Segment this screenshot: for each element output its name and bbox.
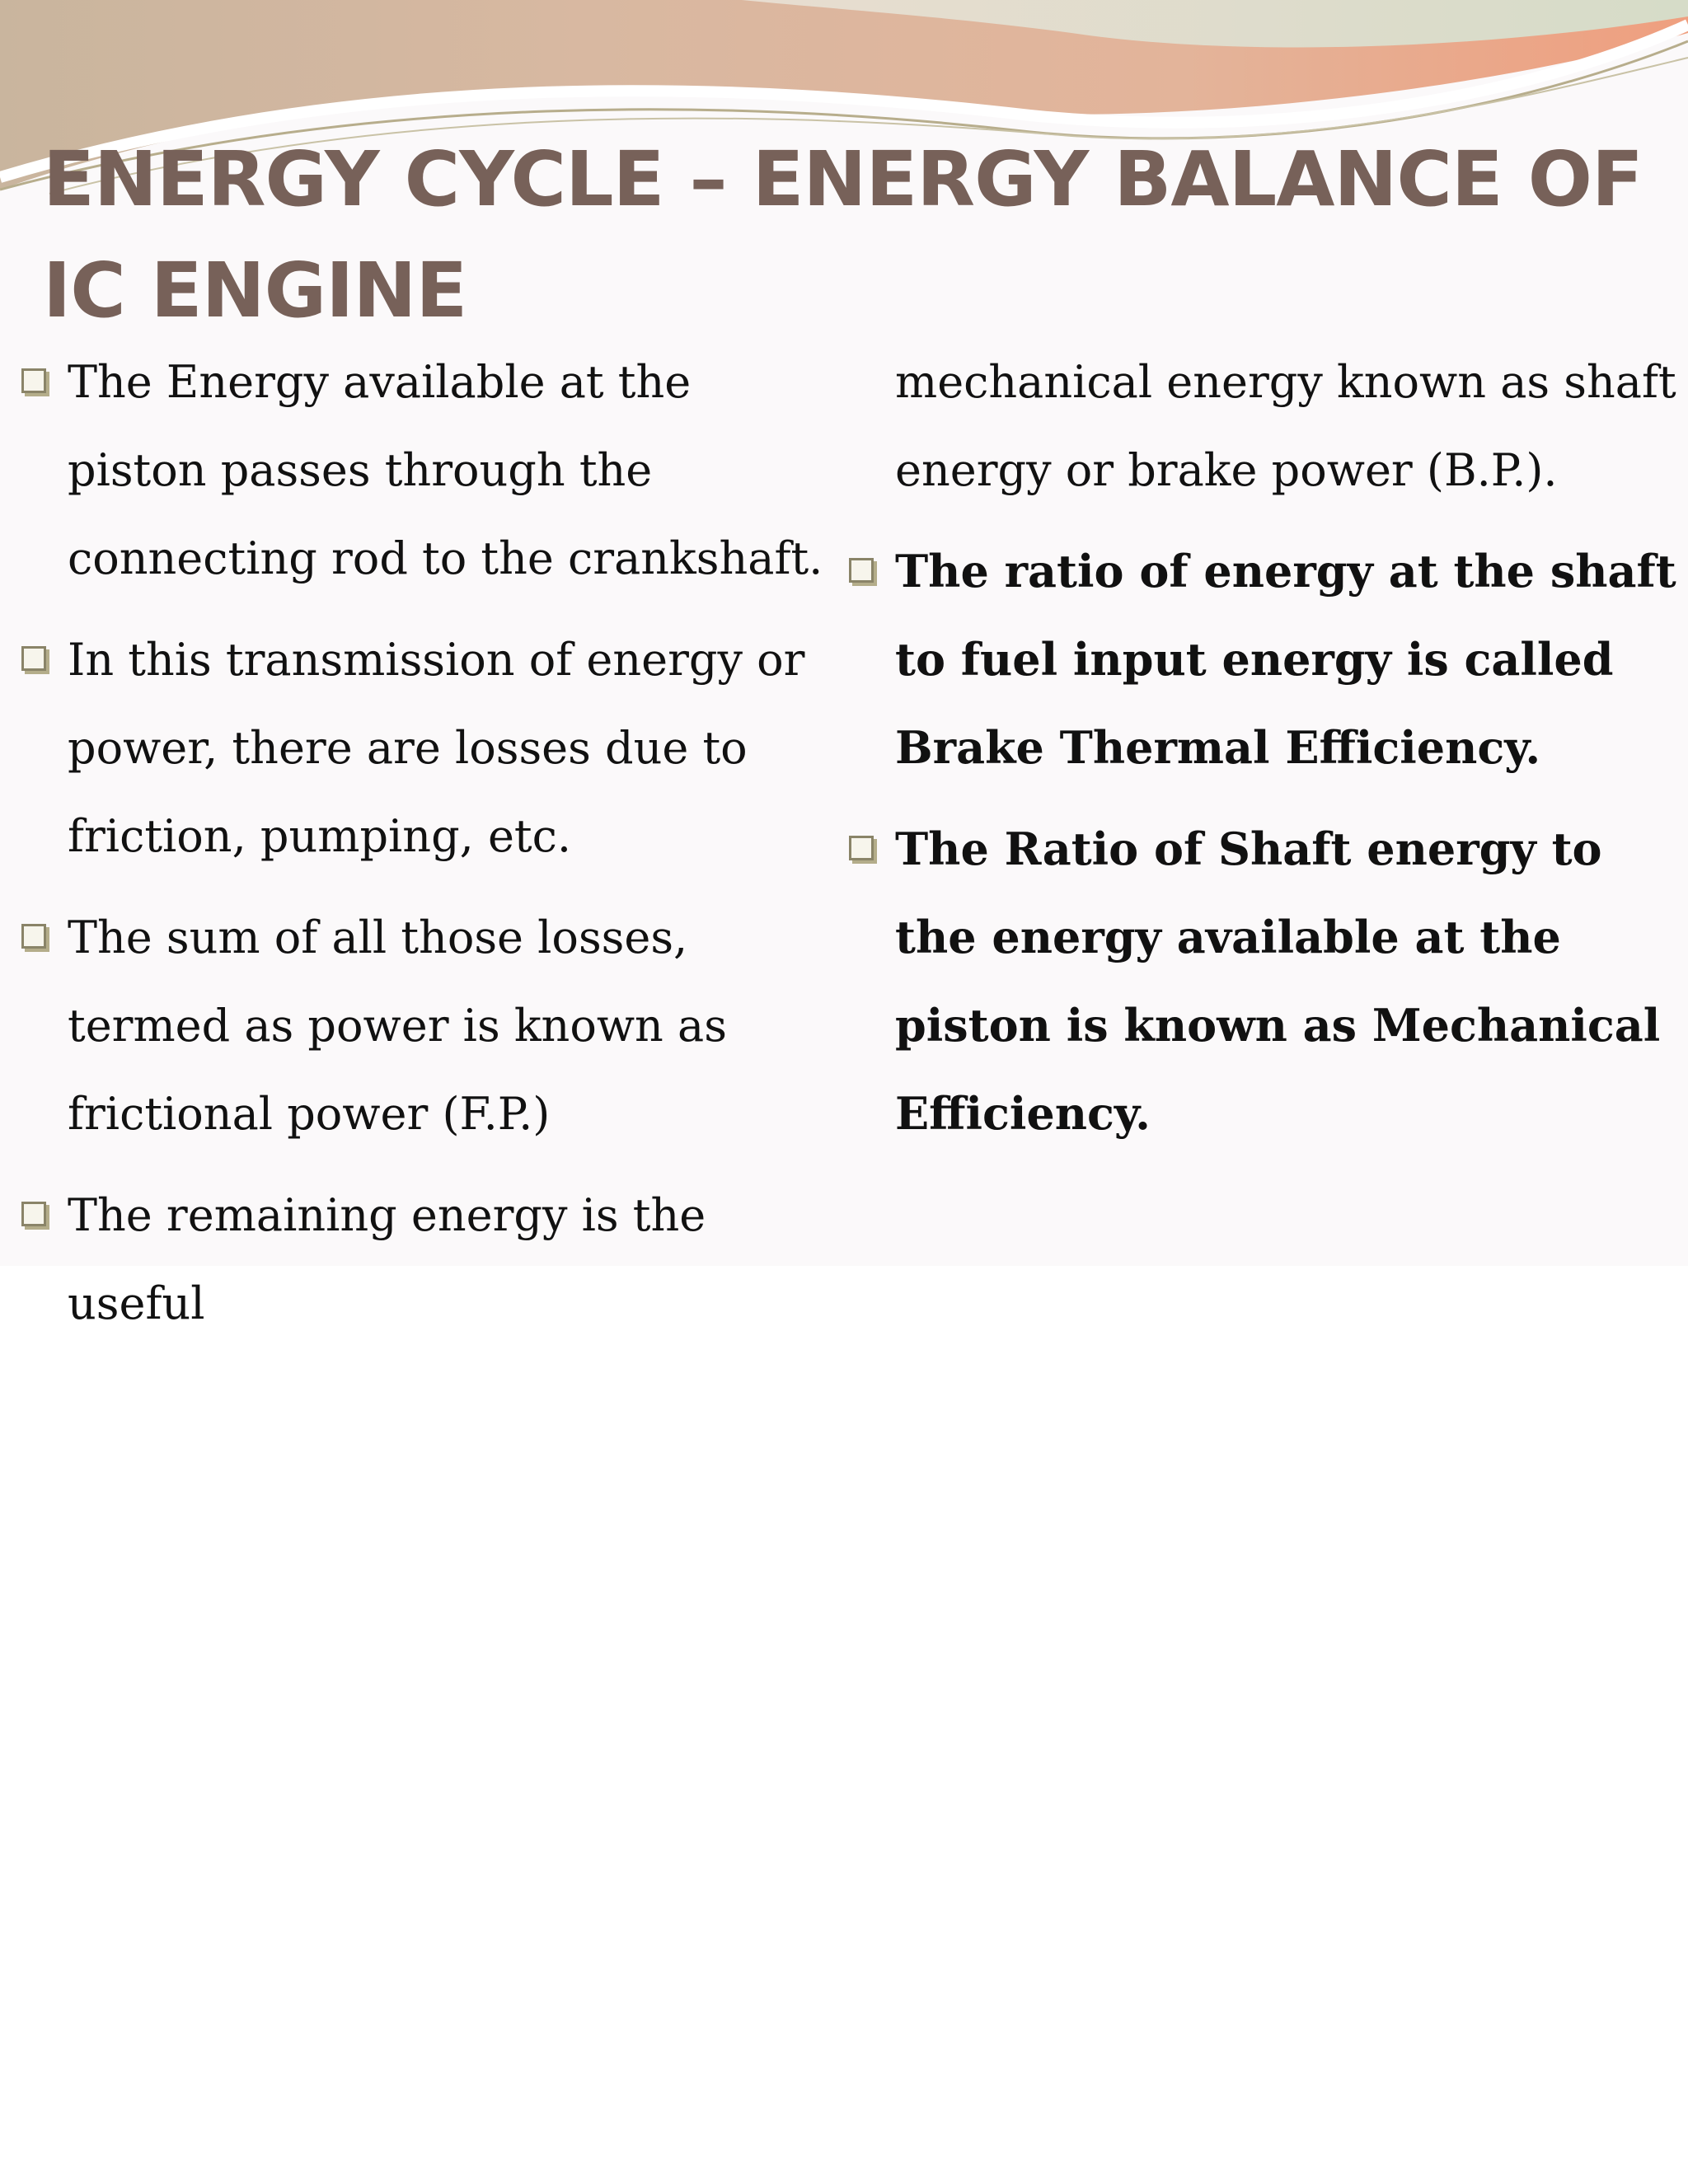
bullet-text: The Energy available at the piston passes through the connecting rod to the crankshaft.: [68, 356, 823, 584]
bullet-item: [846, 527, 1678, 792]
hollow-square-bullet-icon: [21, 646, 46, 671]
hollow-square-bullet-icon: [21, 924, 46, 949]
hollow-square-bullet-icon: [21, 368, 46, 393]
continuation-text: mechanical energy known as shaft energy or brake power (B.P.).: [895, 356, 1676, 496]
bullet-item: [18, 338, 834, 602]
hollow-square-bullet-icon: [849, 836, 874, 860]
left-column: [18, 338, 834, 1361]
bullet-text: The ratio of energy at the shaft to fuel input energy is called Brake Thermal Efficiency.: [895, 545, 1676, 774]
bullet-item: [846, 805, 1678, 1158]
bullet-item: [18, 1171, 834, 1347]
hollow-square-bullet-icon: [849, 558, 874, 583]
bullet-item: [18, 893, 834, 1158]
bullet-text: In this transmission of energy or power, there are losses due to friction, pumping, etc.: [68, 634, 805, 862]
bullet-text: The Ratio of Shaft energy to the energy available at the piston is known as Mechanical Efficiency.: [895, 823, 1661, 1140]
bullet-text: The remaining energy is the useful: [68, 1189, 706, 1329]
bullet-text: The sum of all those losses, termed as power is known as frictional power (F.P.): [68, 912, 727, 1140]
right-column: [846, 338, 1678, 1171]
hollow-square-bullet-icon: [21, 1202, 46, 1226]
slide-title: ENERGY CYCLE – ENERGY BALANCE OF IC ENGINE: [43, 135, 1643, 335]
bullet-item: [18, 616, 834, 880]
